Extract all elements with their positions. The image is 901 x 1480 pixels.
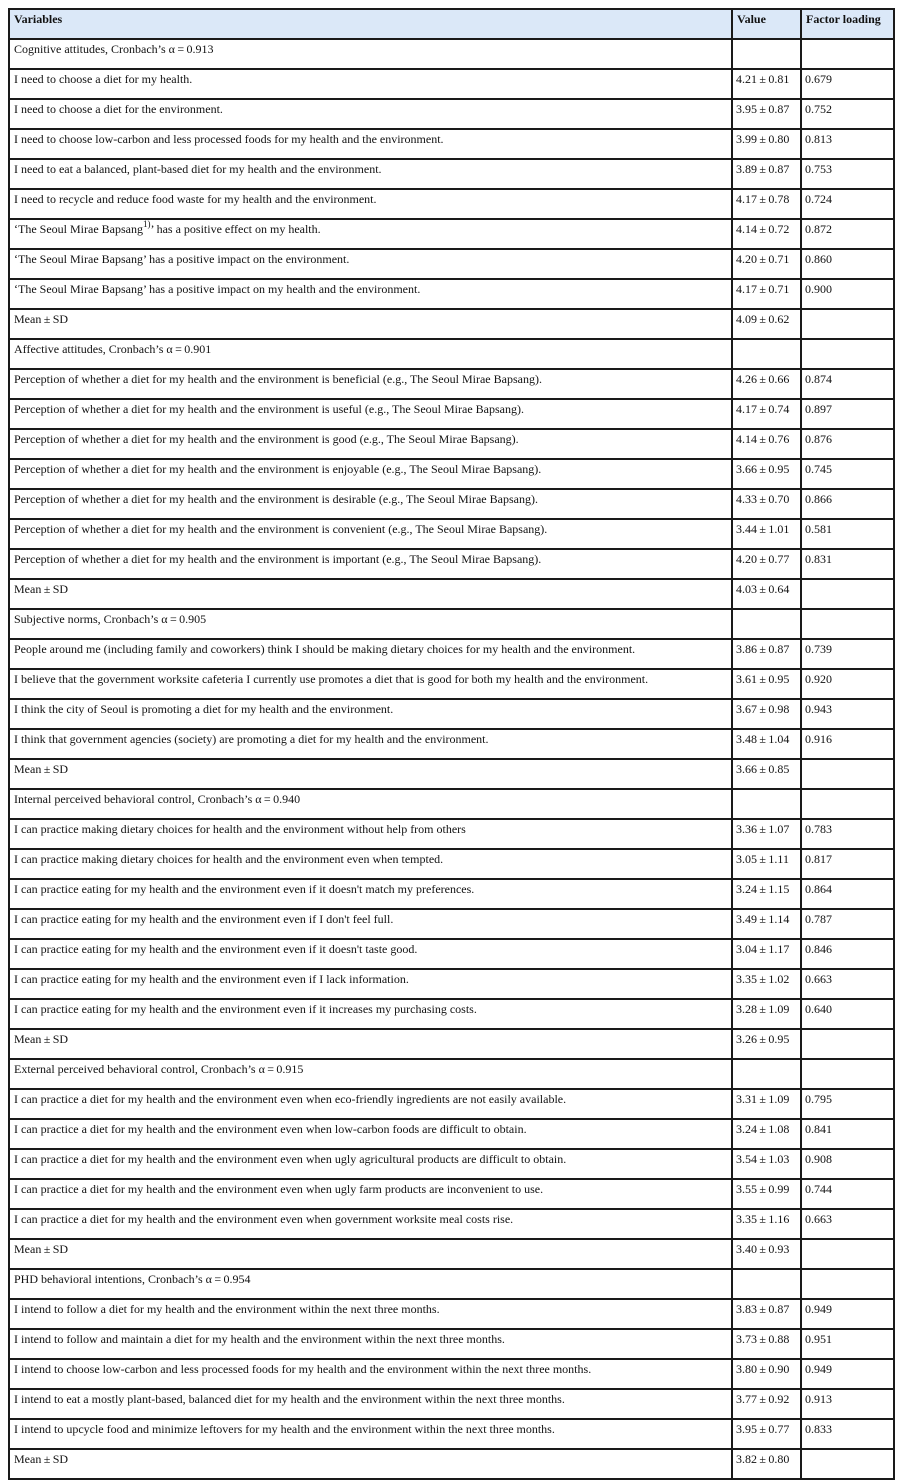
variable-cell [9, 69, 732, 99]
table-row [9, 969, 894, 999]
variable-label: Mean ± SD [14, 1452, 69, 1466]
variable-cell [9, 309, 732, 339]
variable-cell [9, 669, 732, 699]
variable-cell [9, 1299, 732, 1329]
value-cell: 4.21 ± 0.81 [732, 69, 801, 99]
table-row [9, 939, 894, 969]
variable-label: People around me (including family and coworkers) think I should be making dietary choices for my health and the environment. [14, 642, 636, 656]
value-cell: 4.33 ± 0.70 [732, 489, 801, 519]
value-cell: 3.48 ± 1.04 [732, 729, 801, 759]
factor-loading-cell: 0.908 [801, 1149, 894, 1179]
value-cell: 3.24 ± 1.15 [732, 879, 801, 909]
value-cell: 4.20 ± 0.77 [732, 549, 801, 579]
variable-cell [9, 519, 732, 549]
factor-loading-cell [801, 579, 894, 609]
variable-label: Perception of whether a diet for my health and the environment is convenient (e.g., The Seoul Mirae Bapsang). [14, 522, 548, 536]
variable-cell [9, 1029, 732, 1059]
table-row [9, 279, 894, 309]
factor-loading-cell: 0.846 [801, 939, 894, 969]
factor-loading-cell: 0.860 [801, 249, 894, 279]
variable-label: I need to eat a balanced, plant-based diet for my health and the environment. [14, 162, 382, 176]
value-cell: 4.17 ± 0.78 [732, 189, 801, 219]
variable-cell [9, 429, 732, 459]
value-cell: 3.82 ± 0.80 [732, 1449, 801, 1479]
value-cell [732, 1059, 801, 1089]
variable-label: I think that government agencies (society) are promoting a diet for my health and the environment. [14, 732, 489, 746]
value-cell [732, 339, 801, 369]
variable-label: I need to choose a diet for my health. [14, 72, 193, 86]
table-row [9, 189, 894, 219]
variable-cell [9, 39, 732, 69]
header-variables: Variables [9, 9, 732, 39]
variable-cell [9, 729, 732, 759]
value-cell: 3.89 ± 0.87 [732, 159, 801, 189]
factor-loading-cell: 0.872 [801, 219, 894, 249]
table-row [9, 1029, 894, 1059]
factor-loading-cell: 0.841 [801, 1119, 894, 1149]
value-cell: 4.03 ± 0.64 [732, 579, 801, 609]
variable-label: I can practice a diet for my health and the environment even when ugly farm products are inconvenient to use. [14, 1182, 544, 1196]
value-cell: 3.04 ± 1.17 [732, 939, 801, 969]
table-row [9, 1149, 894, 1179]
table-header [9, 9, 894, 39]
variable-cell [9, 759, 732, 789]
variable-label: I intend to follow and maintain a diet for my health and the environment within the next three months. [14, 1332, 505, 1346]
table-row [9, 249, 894, 279]
value-cell: 3.54 ± 1.03 [732, 1149, 801, 1179]
variable-label: External perceived behavioral control, Cronbach’s α = 0.915 [14, 1062, 304, 1076]
variable-label: I believe that the government worksite cafeteria I currently use promotes a diet that is good for both my health and the environment. [14, 672, 649, 686]
variable-cell [9, 1149, 732, 1179]
variable-cell [9, 909, 732, 939]
variable-label: PHD behavioral intentions, Cronbach’s α = 0.954 [14, 1272, 251, 1286]
variable-label: Mean ± SD [14, 1032, 69, 1046]
value-cell: 3.40 ± 0.93 [732, 1239, 801, 1269]
variable-label: I need to choose low-carbon and less processed foods for my health and the environment. [14, 132, 444, 146]
value-cell: 3.24 ± 1.08 [732, 1119, 801, 1149]
table-row [9, 69, 894, 99]
variable-cell [9, 1089, 732, 1119]
table-row [9, 1119, 894, 1149]
table-row [9, 309, 894, 339]
variable-cell [9, 579, 732, 609]
variable-cell [9, 159, 732, 189]
value-cell: 3.31 ± 1.09 [732, 1089, 801, 1119]
factor-loading-cell [801, 609, 894, 639]
variable-label: I can practice a diet for my health and the environment even when government worksite meal costs rise. [14, 1212, 514, 1226]
variable-label: ‘The Seoul Mirae Bapsang’ has a positive impact on the environment. [14, 252, 350, 266]
table-row [9, 459, 894, 489]
variable-cell [9, 969, 732, 999]
variable-cell [9, 1359, 732, 1389]
variable-cell [9, 399, 732, 429]
table-row [9, 339, 894, 369]
table-row [9, 39, 894, 69]
table-row [9, 369, 894, 399]
value-cell: 3.44 ± 1.01 [732, 519, 801, 549]
variable-label: Mean ± SD [14, 762, 69, 776]
table-row [9, 849, 894, 879]
table-row [9, 399, 894, 429]
header-row [9, 9, 894, 39]
variable-cell [9, 609, 732, 639]
value-cell: 3.66 ± 0.85 [732, 759, 801, 789]
value-cell: 3.66 ± 0.95 [732, 459, 801, 489]
table-row [9, 999, 894, 1029]
variable-label: I need to recycle and reduce food waste for my health and the environment. [14, 192, 377, 206]
variable-cell [9, 1059, 732, 1089]
value-cell: 3.35 ± 1.02 [732, 969, 801, 999]
factor-loading-cell: 0.753 [801, 159, 894, 189]
table-row [9, 1359, 894, 1389]
variable-cell [9, 789, 732, 819]
table-row [9, 1269, 894, 1299]
factor-loading-cell: 0.581 [801, 519, 894, 549]
variable-label: I can practice eating for my health and the environment even if I lack information. [14, 972, 409, 986]
table-row [9, 129, 894, 159]
value-cell: 4.26 ± 0.66 [732, 369, 801, 399]
table-row [9, 639, 894, 669]
value-cell [732, 609, 801, 639]
variable-cell [9, 819, 732, 849]
variable-cell [9, 339, 732, 369]
data-table [8, 8, 895, 1480]
variable-label: I can practice eating for my health and the environment even if I don't feel full. [14, 912, 394, 926]
variable-cell [9, 1269, 732, 1299]
variable-label: I think the city of Seoul is promoting a diet for my health and the environment. [14, 702, 394, 716]
variable-label: Perception of whether a diet for my health and the environment is enjoyable (e.g., The Seoul Mirae Bapsang). [14, 462, 542, 476]
value-cell: 4.09 ± 0.62 [732, 309, 801, 339]
variable-cell [9, 1179, 732, 1209]
factor-loading-cell: 0.864 [801, 879, 894, 909]
variable-label: I intend to choose low-carbon and less processed foods for my health and the environment within the next three months. [14, 1362, 592, 1376]
variable-label: I can practice eating for my health and the environment even if it doesn't taste good. [14, 942, 418, 956]
value-cell: 3.36 ± 1.07 [732, 819, 801, 849]
value-cell: 4.14 ± 0.72 [732, 219, 801, 249]
variable-label: Perception of whether a diet for my health and the environment is useful (e.g., The Seoul Mirae Bapsang). [14, 402, 524, 416]
factor-loading-cell: 0.724 [801, 189, 894, 219]
table-row [9, 1089, 894, 1119]
table-row [9, 699, 894, 729]
table-row [9, 1209, 894, 1239]
variable-cell [9, 1209, 732, 1239]
value-cell: 3.05 ± 1.11 [732, 849, 801, 879]
value-cell [732, 39, 801, 69]
data-table-container [8, 8, 893, 1480]
table-row [9, 879, 894, 909]
variable-label: I intend to eat a mostly plant-based, balanced diet for my health and the environment within the next three months. [14, 1392, 565, 1406]
factor-loading-cell: 0.920 [801, 669, 894, 699]
table-body [9, 39, 894, 1479]
factor-loading-cell: 0.663 [801, 969, 894, 999]
factor-loading-cell: 0.663 [801, 1209, 894, 1239]
variable-cell [9, 129, 732, 159]
variable-cell [9, 999, 732, 1029]
variable-label: Perception of whether a diet for my health and the environment is important (e.g., The Seoul Mirae Bapsang). [14, 552, 542, 566]
table-row [9, 219, 894, 249]
factor-loading-cell [801, 1029, 894, 1059]
table-row [9, 819, 894, 849]
factor-loading-cell [801, 309, 894, 339]
factor-loading-cell: 0.679 [801, 69, 894, 99]
factor-loading-cell: 0.876 [801, 429, 894, 459]
variable-cell [9, 1239, 732, 1269]
factor-loading-cell: 0.951 [801, 1329, 894, 1359]
variable-label: Mean ± SD [14, 1242, 69, 1256]
variable-cell [9, 189, 732, 219]
factor-loading-cell: 0.897 [801, 399, 894, 429]
factor-loading-cell [801, 789, 894, 819]
value-cell: 3.35 ± 1.16 [732, 1209, 801, 1239]
factor-loading-cell: 0.739 [801, 639, 894, 669]
variable-label: Perception of whether a diet for my health and the environment is beneficial (e.g., The Seoul Mirae Bapsang). [14, 372, 542, 386]
table-row [9, 609, 894, 639]
variable-label-suffix: ’ has a positive effect on my health. [150, 222, 321, 236]
factor-loading-cell: 0.949 [801, 1299, 894, 1329]
variable-cell [9, 549, 732, 579]
variable-label: I can practice a diet for my health and the environment even when ugly agricultural products are difficult to obtain. [14, 1152, 567, 1166]
factor-loading-cell: 0.752 [801, 99, 894, 129]
variable-label: I can practice eating for my health and the environment even if it doesn't match my preferences. [14, 882, 475, 896]
variable-cell [9, 1389, 732, 1419]
value-cell: 3.26 ± 0.95 [732, 1029, 801, 1059]
factor-loading-cell: 0.874 [801, 369, 894, 399]
value-cell: 3.61 ± 0.95 [732, 669, 801, 699]
value-cell: 4.14 ± 0.76 [732, 429, 801, 459]
value-cell: 4.17 ± 0.71 [732, 279, 801, 309]
factor-loading-cell [801, 339, 894, 369]
value-cell: 3.73 ± 0.88 [732, 1329, 801, 1359]
variable-label: Affective attitudes, Cronbach’s α = 0.901 [14, 342, 212, 356]
table-row [9, 99, 894, 129]
factor-loading-cell: 0.833 [801, 1419, 894, 1449]
value-cell: 3.49 ± 1.14 [732, 909, 801, 939]
factor-loading-cell [801, 39, 894, 69]
factor-loading-cell: 0.943 [801, 699, 894, 729]
factor-loading-cell: 0.744 [801, 1179, 894, 1209]
value-cell: 4.20 ± 0.71 [732, 249, 801, 279]
factor-loading-cell [801, 759, 894, 789]
table-row [9, 1389, 894, 1419]
value-cell [732, 789, 801, 819]
variable-label: I intend to follow a diet for my health and the environment within the next three months. [14, 1302, 440, 1316]
variable-label: ‘The Seoul Mirae Bapsang [14, 222, 143, 236]
table-row [9, 789, 894, 819]
header-value: Value [732, 9, 801, 39]
value-cell: 3.86 ± 0.87 [732, 639, 801, 669]
variable-label: I need to choose a diet for the environment. [14, 102, 223, 116]
value-cell [732, 1269, 801, 1299]
table-row [9, 489, 894, 519]
table-row [9, 909, 894, 939]
factor-loading-cell: 0.831 [801, 549, 894, 579]
factor-loading-cell: 0.795 [801, 1089, 894, 1119]
value-cell: 3.67 ± 0.98 [732, 699, 801, 729]
table-row [9, 159, 894, 189]
variable-cell [9, 99, 732, 129]
variable-cell [9, 1419, 732, 1449]
variable-label: I can practice making dietary choices for health and the environment without help from others [14, 822, 466, 836]
value-cell: 3.83 ± 0.87 [732, 1299, 801, 1329]
factor-loading-cell: 0.866 [801, 489, 894, 519]
table-row [9, 429, 894, 459]
factor-loading-cell: 0.745 [801, 459, 894, 489]
variable-cell [9, 879, 732, 909]
variable-cell [9, 639, 732, 669]
variable-label: Mean ± SD [14, 312, 69, 326]
value-cell: 4.17 ± 0.74 [732, 399, 801, 429]
factor-loading-cell [801, 1269, 894, 1299]
variable-cell [9, 279, 732, 309]
variable-cell [9, 219, 732, 249]
table-row [9, 669, 894, 699]
variable-label: Mean ± SD [14, 582, 69, 596]
table-row [9, 549, 894, 579]
table-row [9, 1299, 894, 1329]
table-row [9, 729, 894, 759]
factor-loading-cell: 0.916 [801, 729, 894, 759]
variable-label: Perception of whether a diet for my health and the environment is good (e.g., The Seoul Mirae Bapsang). [14, 432, 519, 446]
variable-label: I can practice a diet for my health and the environment even when low-carbon foods are difficult to obtain. [14, 1122, 527, 1136]
variable-cell [9, 1329, 732, 1359]
variable-cell [9, 849, 732, 879]
variable-label: Subjective norms, Cronbach’s α = 0.905 [14, 612, 207, 626]
value-cell: 3.80 ± 0.90 [732, 1359, 801, 1389]
variable-label: Perception of whether a diet for my health and the environment is desirable (e.g., The Seoul Mirae Bapsang). [14, 492, 538, 506]
table-row [9, 579, 894, 609]
variable-cell [9, 369, 732, 399]
factor-loading-cell [801, 1449, 894, 1479]
variable-label: ‘The Seoul Mirae Bapsang’ has a positive impact on my health and the environment. [14, 282, 421, 296]
variable-label: Internal perceived behavioral control, Cronbach’s α = 0.940 [14, 792, 301, 806]
table-row [9, 1239, 894, 1269]
variable-cell [9, 1119, 732, 1149]
variable-label: I intend to upcycle food and minimize leftovers for my health and the environment within the next three months. [14, 1422, 555, 1436]
table-row [9, 1419, 894, 1449]
table-row [9, 1179, 894, 1209]
variable-cell [9, 1449, 732, 1479]
table-row [9, 1059, 894, 1089]
value-cell: 3.77 ± 0.92 [732, 1389, 801, 1419]
value-cell: 3.95 ± 0.77 [732, 1419, 801, 1449]
factor-loading-cell: 0.783 [801, 819, 894, 849]
factor-loading-cell: 0.817 [801, 849, 894, 879]
value-cell: 3.99 ± 0.80 [732, 129, 801, 159]
header-factor-loading: Factor loading [801, 9, 894, 39]
variable-cell [9, 489, 732, 519]
table-row [9, 1329, 894, 1359]
footnote-marker: 1) [142, 219, 151, 229]
variable-cell [9, 939, 732, 969]
factor-loading-cell: 0.813 [801, 129, 894, 159]
factor-loading-cell [801, 1239, 894, 1269]
factor-loading-cell: 0.900 [801, 279, 894, 309]
factor-loading-cell: 0.787 [801, 909, 894, 939]
variable-cell [9, 249, 732, 279]
value-cell: 3.95 ± 0.87 [732, 99, 801, 129]
variable-label: Cognitive attitudes, Cronbach’s α = 0.913 [14, 42, 214, 56]
table-row [9, 1449, 894, 1479]
variable-cell [9, 459, 732, 489]
value-cell: 3.28 ± 1.09 [732, 999, 801, 1029]
value-cell: 3.55 ± 0.99 [732, 1179, 801, 1209]
table-row [9, 519, 894, 549]
variable-label: I can practice a diet for my health and the environment even when eco-friendly ingredients are not easily available. [14, 1092, 567, 1106]
variable-cell [9, 699, 732, 729]
factor-loading-cell: 0.913 [801, 1389, 894, 1419]
factor-loading-cell: 0.640 [801, 999, 894, 1029]
factor-loading-cell: 0.949 [801, 1359, 894, 1389]
variable-label: I can practice eating for my health and the environment even if it increases my purchasing costs. [14, 1002, 477, 1016]
table-row [9, 759, 894, 789]
factor-loading-cell [801, 1059, 894, 1089]
variable-label: I can practice making dietary choices for health and the environment even when tempted. [14, 852, 444, 866]
